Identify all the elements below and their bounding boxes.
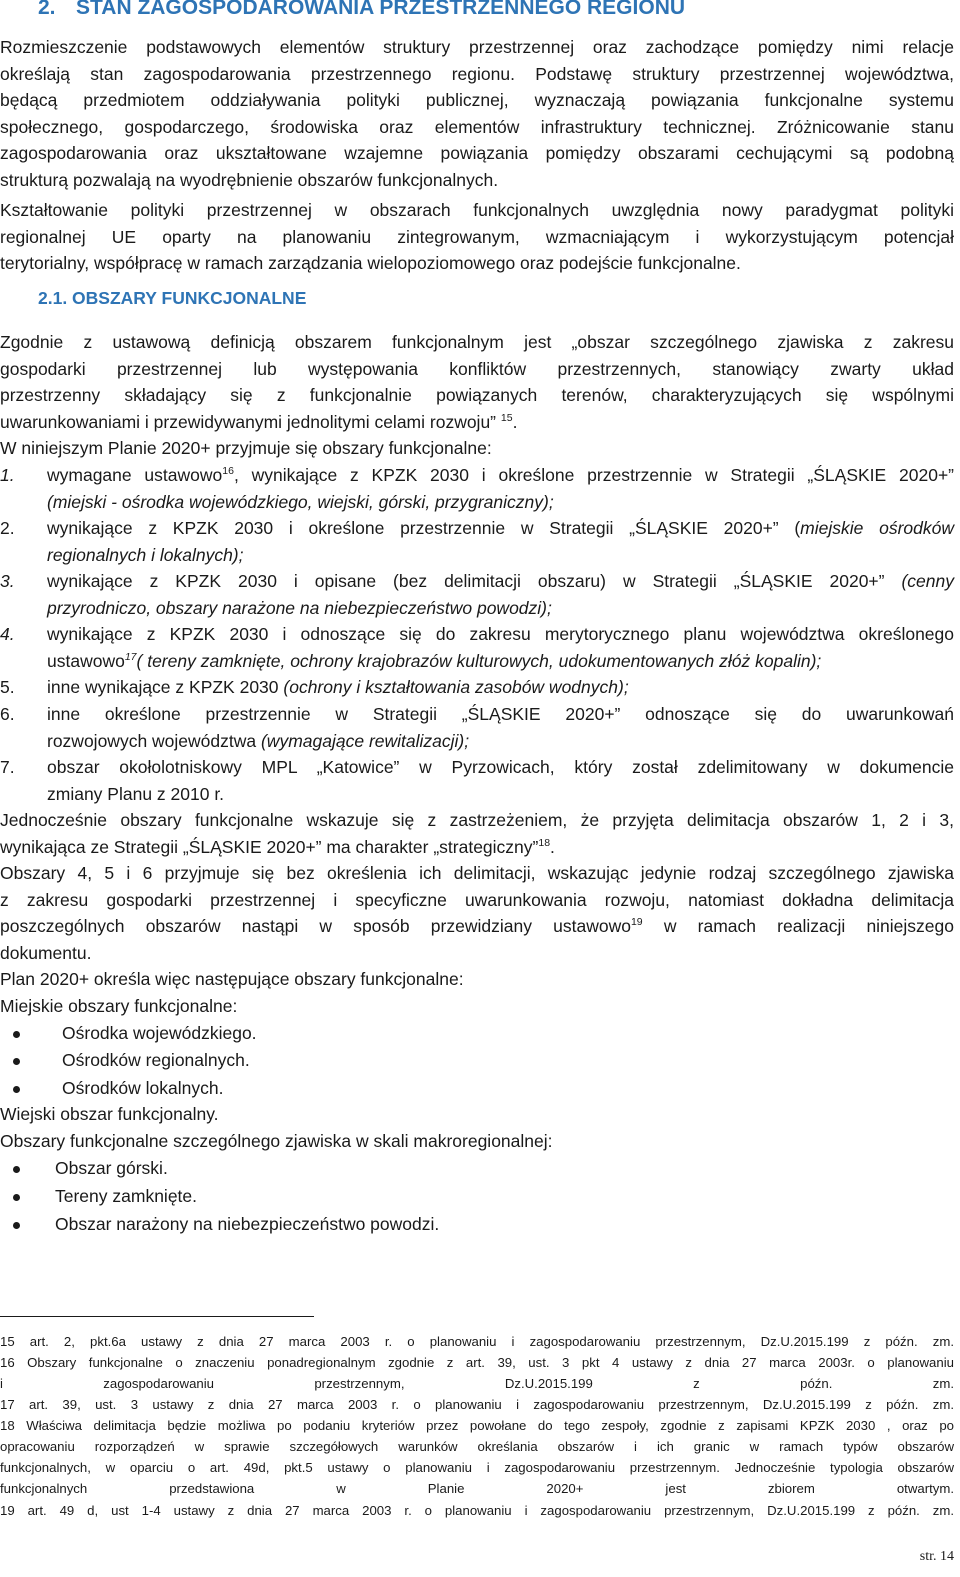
- text-run: wynikające z KPZK 2030 i opisane (bez delimitacji obszaru) w Strategii „ŚLĄSKIE 2020+”: [47, 571, 902, 591]
- bullet-icon: [13, 1194, 20, 1201]
- text-line: terytorialny, współpracę w ramach zarządzania wielopoziomowego oraz podejście funkcjonalne.: [0, 253, 741, 273]
- text-line: [47, 728, 954, 755]
- bullet-text: Tereny zamknięte.: [55, 1186, 198, 1206]
- text-line: zagospodarowania oraz ukształtowane wzajemne powiązania pomiędzy obszarami cechującymi są podobną: [0, 143, 954, 163]
- text-line: Zgodnie z ustawową definicją obszarem funkcjonalnym jest „obszar szczególnego zjawiska z zakresu: [0, 332, 954, 352]
- text-run: rozwojowych województwa: [47, 730, 261, 751]
- areas-paragraph: [0, 860, 954, 966]
- text-line: regionalnej UE oparty na planowaniu zintegrowanym, wzmacniającym i wykorzystującym potencjał: [0, 226, 954, 247]
- text-line: Obszary 4, 5 i 6 przyjmuje się bez określenia ich delimitacji, wskazując jedynie rodzaj szczególnego zjawiska: [0, 863, 954, 883]
- text-line: przestrzenny składający się z funkcjonalnie powiązanych terenów, charakteryzujących się wspólnymi: [0, 385, 954, 405]
- text-line: [47, 462, 954, 489]
- footnote-19: [0, 1500, 954, 1521]
- text-line: Kształtowanie polityki przestrzennej w obszarach funkcjonalnych uwzględnia nowy paradygmat polityki: [0, 200, 954, 220]
- footnote-ref: 15: [500, 411, 513, 424]
- text-run: (ochrony i kształtowania zasobów wodnych);: [283, 677, 629, 697]
- text-run: regionalnych i lokalnych);: [47, 544, 244, 565]
- footnote-ref: 19: [630, 916, 643, 929]
- text-line: wynikające z KPZK 2030 i odnoszące się do zakresu merytorycznego planu województwa określonego: [47, 624, 954, 644]
- rural-and-special: [0, 1101, 954, 1154]
- text-run: wymagane ustawowo: [47, 465, 223, 485]
- plan-intro: [0, 966, 954, 1019]
- text-run: inne wynikające z KPZK 2030: [47, 677, 284, 697]
- text-line: [47, 542, 954, 569]
- bullet-text: Ośrodków lokalnych.: [62, 1078, 224, 1098]
- policy-paragraph: [0, 197, 954, 277]
- footnote-18: [0, 1415, 954, 1499]
- bullet-icon: [13, 1058, 20, 1065]
- footnote-line: 17 art. 39, ust. 3 ustawy z dnia 27 marca 2003 r. o planowaniu i zagospodarowaniu przestrzennym, Dz.U.2015.199 z późn. zm.: [0, 1397, 954, 1412]
- footnote-line: 15 art. 2, pkt.6a ustawy z dnia 27 marca 2003 r. o planowaniu i zagospodarowaniu przestrzennym, Dz.U.2015.199 z późn. zm.: [0, 1334, 954, 1349]
- text-line: Jednocześnie obszary funkcjonalne wskazuje się z zastrzeżeniem, że przyjęta delimitacja obszarów 1, 2 i 3,: [0, 810, 954, 830]
- text-run: miejskie ośrodków: [800, 518, 954, 538]
- text-line: [0, 834, 954, 861]
- bullet-text: Obszar górski.: [55, 1158, 168, 1178]
- text-run: przyrodniczo, obszary narażone na niebezpieczeństwo powodzi);: [47, 597, 552, 618]
- text-line: [47, 489, 954, 516]
- footnote-separator: [0, 1316, 314, 1317]
- subsection-heading: 2.1. OBSZARY FUNKCJONALNE: [38, 288, 307, 308]
- text-run: (wymagające rewitalizacji);: [260, 730, 470, 751]
- text-line: [47, 515, 954, 542]
- list-number: 6.: [0, 704, 15, 724]
- bullet-icon: [13, 1222, 20, 1229]
- list-number: 2.: [0, 518, 15, 538]
- bullet-text: Ośrodków regionalnych.: [62, 1050, 250, 1070]
- text-line: [47, 568, 954, 595]
- text-line: [47, 648, 954, 675]
- footnote-line: funkcjonalnych przedstawiona w Planie 2020+ jest zbiorem otwartym.: [0, 1481, 954, 1496]
- list-number: 4.: [0, 624, 15, 644]
- bullet-icon: [13, 1086, 20, 1093]
- footnote-16: [0, 1352, 954, 1394]
- text-run: (cenny: [901, 571, 954, 591]
- text-line: społecznego, gospodarczego, środowiska oraz elementów infrastruktury technicznej. Zróżnicowanie stanu: [0, 116, 954, 137]
- text-run: .: [512, 411, 518, 432]
- section-number: 2.: [38, 0, 56, 19]
- text-run: , wynikające z KPZK 2030 i określone przestrzennie w Strategii „ŚLĄSKIE 2020+”: [233, 465, 954, 485]
- text-run: (miejski - ośrodka wojewódzkiego, wiejski, górski, przygraniczny);: [47, 491, 554, 512]
- list-number: 3.: [0, 571, 15, 591]
- section-title: STAN ZAGOSPODAROWANIA PRZESTRZENNEGO REGIONU: [76, 0, 686, 19]
- simultaneous-paragraph: [0, 807, 954, 860]
- text-run: wynikające z KPZK 2030 i określone przestrzennie w Strategii „ŚLĄSKIE 2020+” (: [47, 518, 801, 538]
- text-line: dokumentu.: [0, 942, 92, 963]
- footnote-line: 19 art. 49 d, ust 1-4 ustawy z dnia 27 marca 2003 r. o planowaniu i zagospodarowaniu przestrzennym, Dz.U.2015.199 z późn. zm.: [0, 1503, 954, 1518]
- text-line: Plan 2020+ określa więc następujące obszary funkcjonalne:: [0, 969, 464, 989]
- list-intro: [0, 435, 954, 462]
- bullet-icon: [13, 1031, 20, 1038]
- text-line: gospodarki przestrzennej lub występowania konfliktów przestrzennych, stanowiący zwarty układ: [0, 358, 954, 379]
- text-run: ( tereny zamknięte, ochrony krajobrazów kulturowych, udokumentowanych złóż kopalin);: [136, 650, 822, 671]
- text-line: [0, 913, 954, 940]
- text-line: określają stan zagospodarowania przestrzennego regionu. Podstawę struktury przestrzennej województwa,: [0, 63, 954, 84]
- footnote-ref: 17: [124, 650, 137, 663]
- bullet-text: Obszar narażony na niebezpieczeństwo powodzi.: [55, 1214, 440, 1234]
- footnote-line: 16 Obszary funkcjonalne o znaczeniu ponadregionalnym zgodnie z art. 39, ust. 3 pkt 4 ustawy z dnia 27 marca 2003r. o planowaniu: [0, 1355, 954, 1370]
- footnote-17: [0, 1394, 954, 1415]
- text-line: z zakresu gospodarki przestrzennej i specyficzne uwarunkowania rozwoju, natomiast dokładna delimitacja: [0, 889, 954, 910]
- special-heading: Obszary funkcjonalne szczególnego zjawiska w skali makroregionalnej:: [0, 1130, 553, 1151]
- text-line: będącą przedmiotem oddziaływania polityki publicznej, wyznaczają powiązania funkcjonalne systemu: [0, 90, 954, 110]
- footnote-ref: 18: [538, 836, 551, 849]
- text-line: strukturą pozwalają na wyodrębnienie obszarów funkcjonalnych.: [0, 169, 499, 190]
- text-line: zmiany Planu z 2010 r.: [47, 783, 225, 804]
- page-number: str. 14: [919, 1549, 954, 1564]
- footnote-line: funkcjonalnych, w oparciu o art. 49d, pkt.5 ustawy o planowaniu i zagospodarowaniu przestrzennym. Jednocześnie typologia obszarów: [0, 1460, 954, 1475]
- text-line: W niniejszym Planie 2020+ przyjmuje się obszary funkcjonalne:: [0, 438, 492, 458]
- text-line: inne określone przestrzennie w Strategii „ŚLĄSKIE 2020+” odnoszące się do uwarunkowań: [47, 704, 954, 724]
- text-run: ustawowo: [47, 650, 125, 671]
- text-run: w ramach realizacji niniejszego: [642, 916, 955, 936]
- section-heading: [38, 0, 685, 20]
- footnote-15: [0, 1331, 954, 1352]
- text-run: wynikająca ze Strategii „ŚLĄSKIE 2020+” ma charakter „strategiczny”: [0, 836, 539, 857]
- text-line: [47, 595, 954, 622]
- text-line: [47, 674, 954, 701]
- text-line: obszar okołolotniskowy MPL „Katowice” w Pyrzowicach, który został zdelimitowany w dokumencie: [47, 757, 954, 777]
- text-line: [0, 409, 954, 436]
- footnote-line: i zagospodarowaniu przestrzennym, Dz.U.2015.199 z późn. zm.: [0, 1376, 954, 1391]
- bullet-icon: [13, 1166, 20, 1173]
- definition-paragraph: [0, 329, 954, 435]
- rural-area: Wiejski obszar funkcjonalny.: [0, 1104, 219, 1124]
- footnote-line: 18 Właściwa delimitacja będzie możliwa po podaniu kryteriów przez powołane do tego zespoły, zgodnie z zapisami KPZK 2030 , oraz po: [0, 1418, 954, 1433]
- footnote-line: opracowaniu rozporządzeń w sprawie szczegółowych warunków określania obszarów i ich granic w ramach typów obszarów: [0, 1439, 954, 1454]
- text-run: .: [550, 836, 555, 857]
- list-number: 7.: [0, 757, 15, 777]
- text-line: Rozmieszczenie podstawowych elementów struktury przestrzennej oraz zachodzące pomiędzy nimi relacje: [0, 37, 954, 57]
- text-run: poszczególnych obszarów nastąpi w sposób przewidziany ustawowo: [0, 916, 631, 936]
- list-number: 1.: [0, 465, 15, 485]
- text-run: uwarunkowaniami i przewidywanymi jednolitymi celami rozwoju”: [0, 411, 501, 432]
- bullet-text: Ośrodka wojewódzkiego.: [62, 1023, 257, 1043]
- list-number: 5.: [0, 677, 15, 697]
- urban-heading: Miejskie obszary funkcjonalne:: [0, 995, 238, 1016]
- footnote-ref: 16: [222, 465, 234, 478]
- intro-paragraph: [0, 34, 954, 193]
